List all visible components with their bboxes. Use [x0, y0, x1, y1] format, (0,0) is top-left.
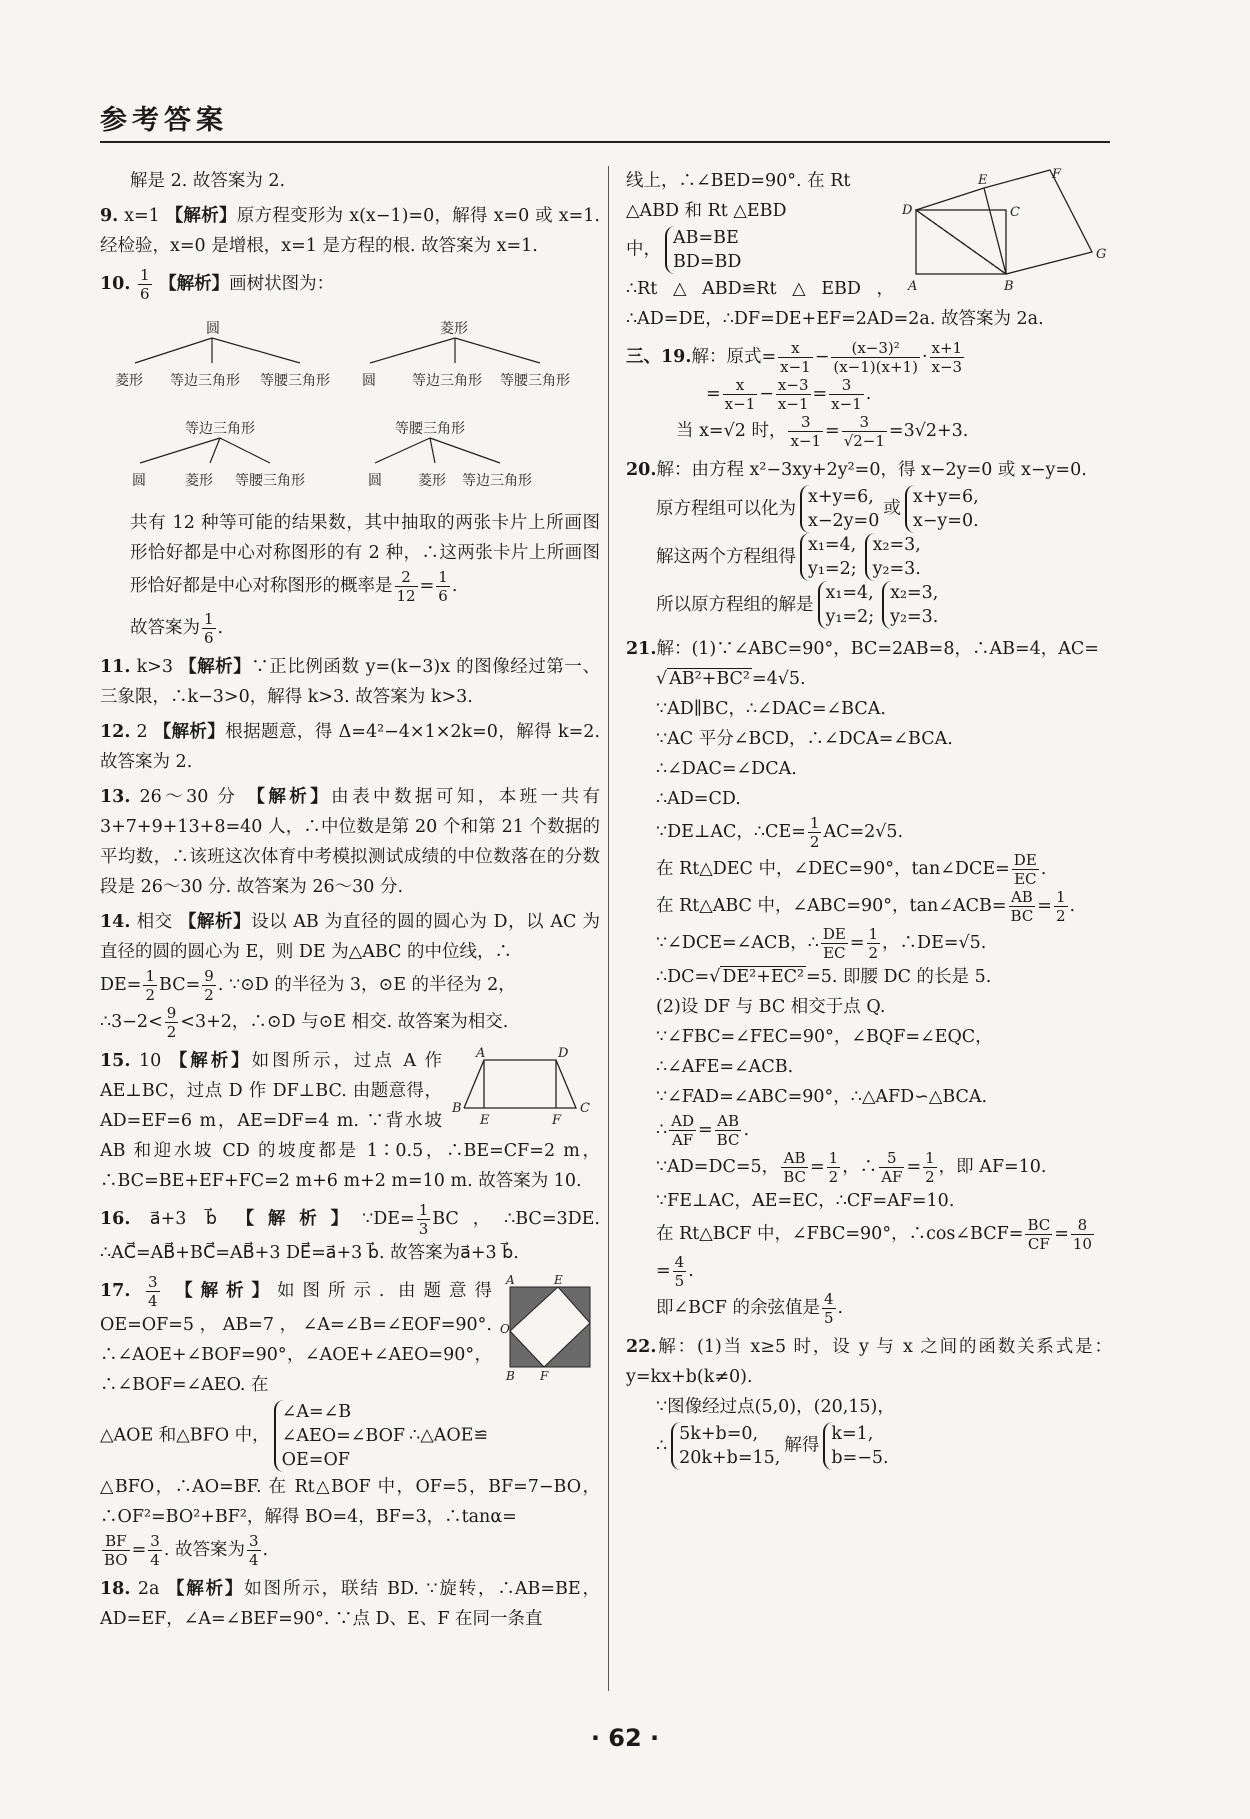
question-19: 三、19.解：原式= $\frac{x}{x-1}$ − $\frac{\text{(x−3)²}}{(x-1)(x+1)}$ · $\frac{x+1}{x-3}$ = $\frac{x}{x-1}$ − $\frac{x-3}{x-1}$ = $\frac{3}{x-1}$ . 当 x=√2 时， $\frac{3}{x-1}$ = $\frac{3}{√2-1}$ =3√2+3.: [626, 339, 969, 450]
header-rule: [100, 141, 1110, 143]
left-column: [100, 166, 600, 1639]
svg-text:O: O: [500, 1322, 510, 1336]
question-18-continued: D E F C A B G 线上，∴∠BED=90°. 在 Rt △ABD 和 Rt △EBD 中，AB=BE BD=BD ∴Rt△ABD≌Rt△EBD，∴AD=DE，∴DF=DE+EF=2AD=2a. 故答案为 2a.: [626, 166, 1112, 334]
tree-node: 等边三角形: [412, 373, 482, 389]
question-10-answer: 故答案为 $\frac{1}{6}$ .: [130, 610, 224, 647]
tree-node: 等边三角形: [462, 473, 532, 489]
tree-node: 圆: [132, 473, 146, 489]
svg-text:F: F: [552, 1113, 562, 1126]
square-figure: [500, 1273, 600, 1383]
svg-text:D: D: [558, 1046, 569, 1061]
tree-node: 圆: [368, 473, 382, 489]
rotation-figure: [902, 166, 1112, 296]
svg-text:E: E: [480, 1113, 490, 1126]
question-16: 16. a⃗+3 b⃗ 【解析】∵DE= $\frac{1}{3}$ BC，∴BC=3DE. ∴AC⃗=AB⃗+BC⃗=AB⃗+3 DE⃗=a⃗+3 b⃗. 故答案为a⃗+3 b⃗.: [100, 1201, 600, 1263]
column-divider: [608, 166, 609, 1691]
svg-text:F: F: [1052, 167, 1062, 182]
tree-node: 等边三角形: [185, 421, 255, 437]
svg-text:E: E: [978, 173, 988, 188]
tree-node: 菱形: [418, 473, 446, 489]
page-number: · 62 ·: [590, 1724, 660, 1752]
question-20: 20.解：由方程 x²−3xy+2y²=0，得 x−2y=0 或 x−y=0. 原方程组可以化为x+y=6, x−2y=0或x+y=6, x−y=0. 解这两个方程组得x₁=4, y₁=2;x₂=3, y₂=3. 所以原方程组的解是x₁=4, y₁=2;x₂=3, y₂=3.: [626, 460, 1087, 627]
question-10-explanation: 共有 12 种等可能的结果数，其中抽取的两张卡片上所画图形恰好都是中心对称图形的有 2 种，∴这两张卡片上所画图形恰好都是中心对称图形的概率是 $\frac{2}{12}$ = $\frac{1}{6}$ .: [130, 513, 600, 605]
tree-node: 圆: [206, 321, 220, 337]
question-9: 9. x=1 【解析】原方程变形为 x(x−1)=0，解得 x=0 或 x=1. 经检验，x=0 是增根，x=1 是方程的根. 故答案为 x=1.: [100, 206, 600, 256]
question-13: 13. 26～30 分 【解析】由表中数据可知，本班一共有 3+7+9+13+8=40 人，∴中位数是第 20 个和第 21 个数据的平均数，∴该班这次体育中考模拟测试成绩的中位数落在的分数段是 26～30 分. 故答案为 26～30 分.: [100, 787, 600, 897]
question-12: 12. 2 【解析】根据题意，得 Δ=4²−4×1×2k=0，解得 k=2. 故答案为 2.: [100, 722, 600, 772]
tree-node: 等腰三角形: [260, 373, 330, 389]
tree-node: 菱形: [185, 473, 213, 489]
trapezoid-figure: [450, 1046, 600, 1126]
tree-diagram-row-2: [100, 408, 600, 508]
answer-fraction: $\frac{1}{6}$: [140, 266, 150, 303]
tree-node: 等腰三角形: [500, 373, 570, 389]
tree-node: 菱形: [115, 373, 143, 389]
tree-node: 等腰三角形: [395, 421, 465, 437]
svg-text:A: A: [506, 1273, 515, 1287]
svg-text:D: D: [902, 203, 913, 218]
svg-text:E: E: [554, 1273, 563, 1287]
tree-node: 圆: [362, 373, 376, 389]
question-17: A E O B F 17. $\frac{3}{4}$ 【解析】如图所示. 由题意得 OE=OF=5，AB=7，∠A=∠B=∠EOF=90°. ∴∠AOE+∠BOF=90°，∠AOE+∠AEO=90°，∴∠BOF=∠AEO. 在 △AOE 和△BFO 中，∠A=∠B ∠AEO=∠BOF OE=OF∴△AOE≌ △BFO，∴AO=BF. 在 Rt△BOF 中，OF=5，BF=7−BO，∴OF²=BO²+BF²，解得 BO=4，BF=3，∴tanα= $\frac{BF}{BO}$ = $\frac{3}{4}$ . 故答案为 $\frac{3}{4}$ .: [100, 1273, 600, 1569]
tree-node: 等腰三角形: [235, 473, 305, 489]
svg-text:A: A: [476, 1046, 486, 1061]
answer-8-tail: 解是 2. 故答案为 2.: [130, 171, 286, 191]
right-column: [626, 166, 1112, 1475]
tree-diagram-row-1: [100, 308, 600, 408]
svg-text:B: B: [1004, 279, 1014, 294]
page-header: 参考答案: [100, 105, 228, 136]
question-21: 21.解：(1)∵∠ABC=90°，BC=2AB=8，∴AB=4，AC= √ AB²+BC² =4√5. ∵AD∥BC，∴∠DAC=∠BCA. ∵AC 平分∠BCD，∴∠DCA=∠BCA. ∴∠DAC=∠DCA. ∴AD=CD. ∵DE⊥AC，∴CE= $\frac{1}{2}$ AC=2√5. 在 Rt△DEC 中，∠DEC=90°，tan∠DCE= $\frac{DE}{EC}$ . 在 Rt△ABC 中，∠ABC=90°，tan∠ACB= $\frac{AB}{BC}$ = $\frac{1}{2}$ . ∵∠DCE=∠ACB，∴ $\frac{DE}{EC}$ = $\frac{1}{2}$ ，∴DE=√5. ∴DC=√ DE²+EC² =5. 即腰 DC 的长是 5. (2)设 DF 与 BC 相交于点 Q. ∵∠FBC=∠FEC=90°，∠BQF=∠EQC， ∴∠AFE=∠ACB. ∵∠FAD=∠ABC=90°，∴△AFD∽△BCA. ∴ $\frac{AD}{AF}$ = $\frac{AB}{BC}$ . ∵AD=DC=5， $\frac{AB}{BC}$ = $\frac{1}{2}$ ，∴ $\frac{5}{AF}$ = $\frac{1}{2}$ ，即 AF=10. ∵FE⊥AC，AE=EC，∴CF=AF=10. 在 Rt△BCF 中，∠FBC=90°，∴cos∠BCF= $\frac{BC}{CF}$ = $\frac{8}{10}$ = $\frac{4}{5}$ . 即∠BCF 的余弦值是 $\frac{4}{5}$ .: [626, 639, 1099, 1327]
question-15: A D B E F C 15. 10 【解析】如图所示，过点 A 作 AE⊥BC，过点 D 作 DF⊥BC. 由题意得，AD=EF=6 m，AE=DF=4 m. ∵背水坡 AB 和迎水坡 CD 的坡度都是 1∶0.5，∴BE=CF=2 m，∴BC=BE+EF+FC=2 m+6 m+2 m=10 m. 故答案为 10.: [100, 1046, 600, 1191]
question-11: 11. k>3 【解析】∵正比例函数 y=(k−3)x 的图像经过第一、三象限，∴k−3>0，解得 k>3. 故答案为 k>3.: [100, 657, 600, 707]
tree-node: 菱形: [440, 321, 468, 337]
equation-system: ∠A=∠B ∠AEO=∠BOF OE=OF: [274, 1400, 405, 1472]
svg-text:C: C: [1010, 205, 1020, 220]
question-14: 14. 相交 【解析】设以 AB 为直径的圆的圆心为 D，以 AC 为直径的圆的圆心为 E，则 DE 为△ABC 的中位线，∴ DE= $\frac{1}{2}$ BC= $\frac{9}{2}$ . ∵⊙D 的半径为 3，⊙E 的半径为 2， ∴3−2< $\frac{9}{2}$ <3+2，∴⊙D 与⊙E 相交. 故答案为相交.: [100, 912, 600, 1041]
svg-text:G: G: [1096, 247, 1107, 262]
question-10: 10. $\frac{1}{6}$ 【解析】画树状图为：: [100, 266, 335, 303]
question-18: 18. 2a 【解析】如图所示，联结 BD. ∵旋转，∴AB=BE，AD=EF，∠A=∠BEF=90°. ∵点 D、E、F 在同一条直: [100, 1579, 600, 1629]
svg-text:F: F: [540, 1369, 549, 1383]
svg-text:B: B: [452, 1101, 462, 1116]
svg-text:C: C: [580, 1101, 590, 1116]
tree-node: 等边三角形: [170, 373, 240, 389]
svg-text:B: B: [506, 1369, 515, 1383]
svg-text:A: A: [908, 279, 918, 294]
question-22: 22.解：(1)当 x≥5 时，设 y 与 x 之间的函数关系式是：y=kx+b(k≠0). ∵图像经过点(5,0)，(20,15)， ∴5k+b=0, 20k+b=15,解得k=1, b=−5.: [626, 1337, 1112, 1468]
